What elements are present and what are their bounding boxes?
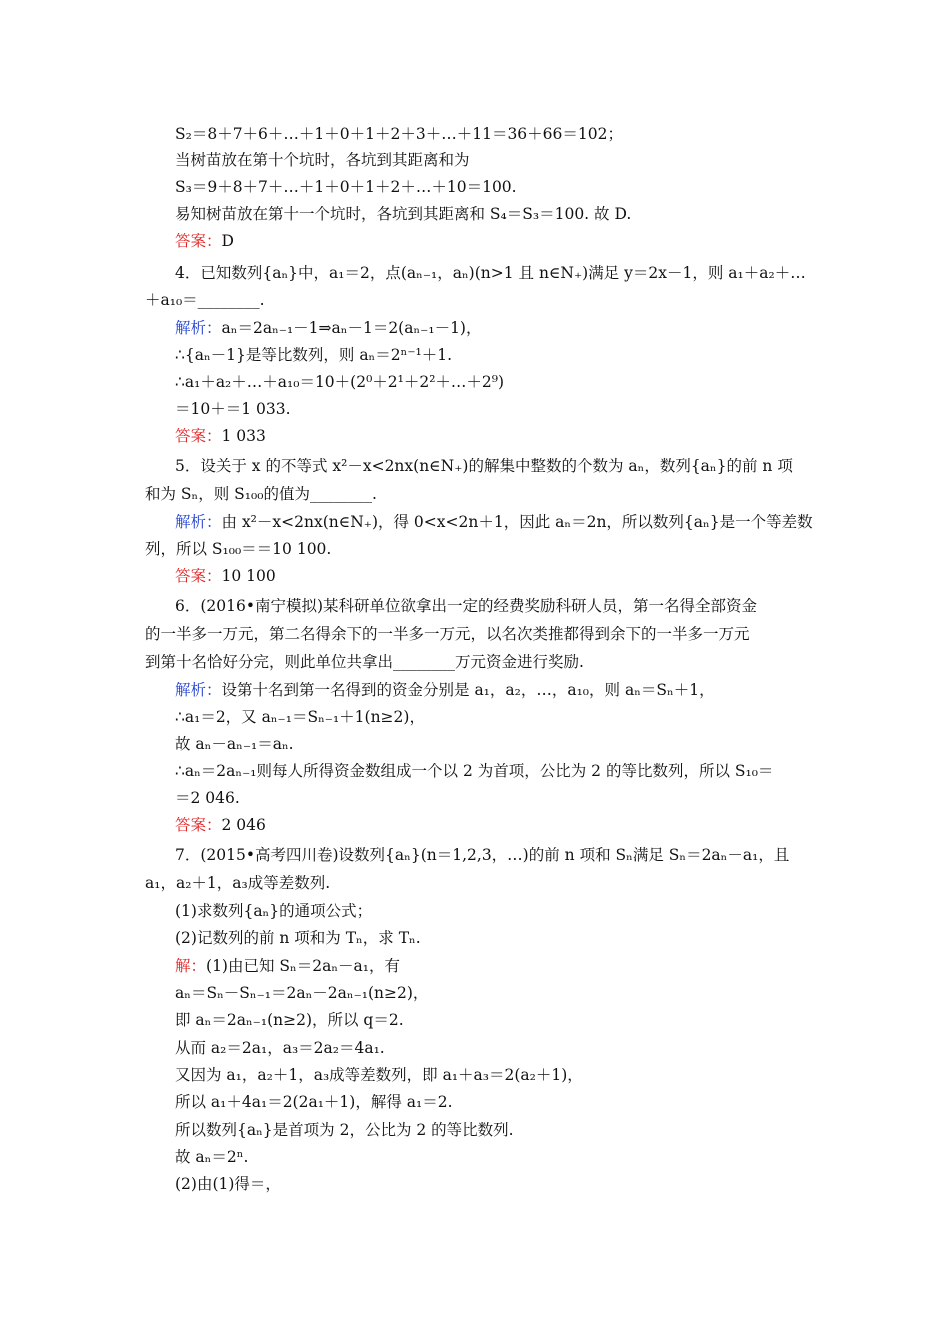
- question-line: 4．已知数列{aₙ}中，a₁＝2，点(aₙ₋₁，aₙ)(n>1 且 n∈N₊)满足 y＝2x－1，则 a₁＋a₂＋…: [175, 264, 806, 282]
- answer-label: 答案：: [175, 816, 222, 834]
- text-line: aₙ＝Sₙ－Sₙ₋₁＝2aₙ－2aₙ₋₁(n≥2)，: [175, 984, 429, 1002]
- text-line: (2)由(1)得＝，: [175, 1175, 281, 1193]
- text-line: (1)求数列{aₙ}的通项公式；: [175, 902, 373, 920]
- solution-line: 解：(1)由已知 Sₙ＝2aₙ－a₁，有: [175, 957, 400, 975]
- analysis-label: 解析：: [175, 681, 222, 699]
- analysis-label: 解析：: [175, 513, 222, 531]
- text-line: 到第十名恰好分完，则此单位共拿出________万元资金进行奖励.: [145, 653, 584, 671]
- answer-line: 答案：10 100: [175, 567, 276, 585]
- text-line: ∴aₙ＝2aₙ₋₁则每人所得资金数组成一个以 2 为首项，公比为 2 的等比数列，所以 S₁₀＝: [175, 762, 774, 780]
- text-line: 故 aₙ－aₙ₋₁＝aₙ.: [175, 735, 294, 753]
- answer-label: 答案：: [175, 567, 222, 585]
- analysis-label: 解析：: [175, 319, 222, 337]
- text-line: 所以 a₁＋4a₁＝2(2a₁＋1)，解得 a₁＝2.: [175, 1093, 453, 1111]
- question-line: 6．(2016•南宁模拟)某科研单位欲拿出一定的经费奖励科研人员，第一名得全部资金: [175, 597, 758, 615]
- answer-line: 答案：2 046: [175, 816, 266, 834]
- text-line: ∴a₁＋a₂＋…＋a₁₀＝10＋(2⁰＋2¹＋2²＋…＋2⁹): [175, 373, 505, 391]
- text-line: 从而 a₂＝2a₁，a₃＝2a₂＝4a₁.: [175, 1039, 385, 1057]
- text-line: ∴{aₙ－1}是等比数列，则 aₙ＝2ⁿ⁻¹＋1.: [175, 346, 453, 364]
- text-line: 即 aₙ＝2aₙ₋₁(n≥2)，所以 q＝2.: [175, 1011, 404, 1029]
- text-line: 所以数列{aₙ}是首项为 2，公比为 2 的等比数列.: [175, 1121, 514, 1139]
- text-line: 易知树苗放在第十一个坑时，各坑到其距离和 S₄＝S₃＝100. 故 D.: [175, 205, 632, 223]
- text-line: 的一半多一万元，第二名得余下的一半多一万元，以名次类推都得到余下的一半多一万元: [145, 625, 750, 643]
- answer-line: 答案：1 033: [175, 427, 266, 445]
- text-line: ＝2 046.: [175, 789, 240, 807]
- text-line: (2)记数列的前 n 项和为 Tₙ，求 Tₙ.: [175, 929, 421, 947]
- text-line: 又因为 a₁，a₂＋1，a₃成等差数列，即 a₁＋a₃＝2(a₂＋1)，: [175, 1066, 583, 1084]
- text-line: S₂＝8＋7＋6＋…＋1＋0＋1＋2＋3＋…＋11＝36＋66＝102；: [175, 125, 623, 143]
- text-line: ＋a₁₀＝________.: [145, 291, 265, 309]
- answer-label: 答案：: [175, 232, 222, 250]
- text-line: 和为 Sₙ，则 S₁₀₀的值为________.: [145, 485, 377, 503]
- question-line: 5．设关于 x 的不等式 x²－x<2nx(n∈N₊)的解集中整数的个数为 aₙ，数列{aₙ}的前 n 项: [175, 457, 793, 475]
- text-line: ＝10＋＝1 033.: [175, 400, 291, 418]
- text-line: S₃＝9＋8＋7＋…＋1＋0＋1＋2＋…＋10＝100.: [175, 178, 517, 196]
- solution-line: 解析：由 x²－x<2nx(n∈N₊)，得 0<x<2n＋1，因此 aₙ＝2n，所以数列{aₙ}是一个等差数: [175, 513, 813, 531]
- solution-label: 解：: [175, 957, 207, 975]
- solution-line: 解析：aₙ＝2aₙ₋₁－1⇒aₙ－1＝2(aₙ₋₁－1)，: [175, 319, 482, 337]
- solution-line: 解析：设第十名到第一名得到的资金分别是 a₁，a₂，…，a₁₀，则 aₙ＝Sₙ＋1，: [175, 681, 715, 699]
- text-line: 故 aₙ＝2ⁿ.: [175, 1148, 249, 1166]
- text-line: 列，所以 S₁₀₀＝＝10 100.: [145, 540, 332, 558]
- question-line: 7．(2015•高考四川卷)设数列{aₙ}(n＝1,2,3，…)的前 n 项和 Sₙ满足 Sₙ＝2aₙ－a₁，且: [175, 846, 790, 864]
- text-line: a₁，a₂＋1，a₃成等差数列.: [145, 874, 331, 892]
- text-line: ∴a₁＝2，又 aₙ₋₁＝Sₙ₋₁＋1(n≥2)，: [175, 708, 425, 726]
- answer-label: 答案：: [175, 427, 222, 445]
- text-line: 当树苗放在第十个坑时，各坑到其距离和为: [175, 151, 470, 169]
- answer-line: 答案：D: [175, 232, 234, 250]
